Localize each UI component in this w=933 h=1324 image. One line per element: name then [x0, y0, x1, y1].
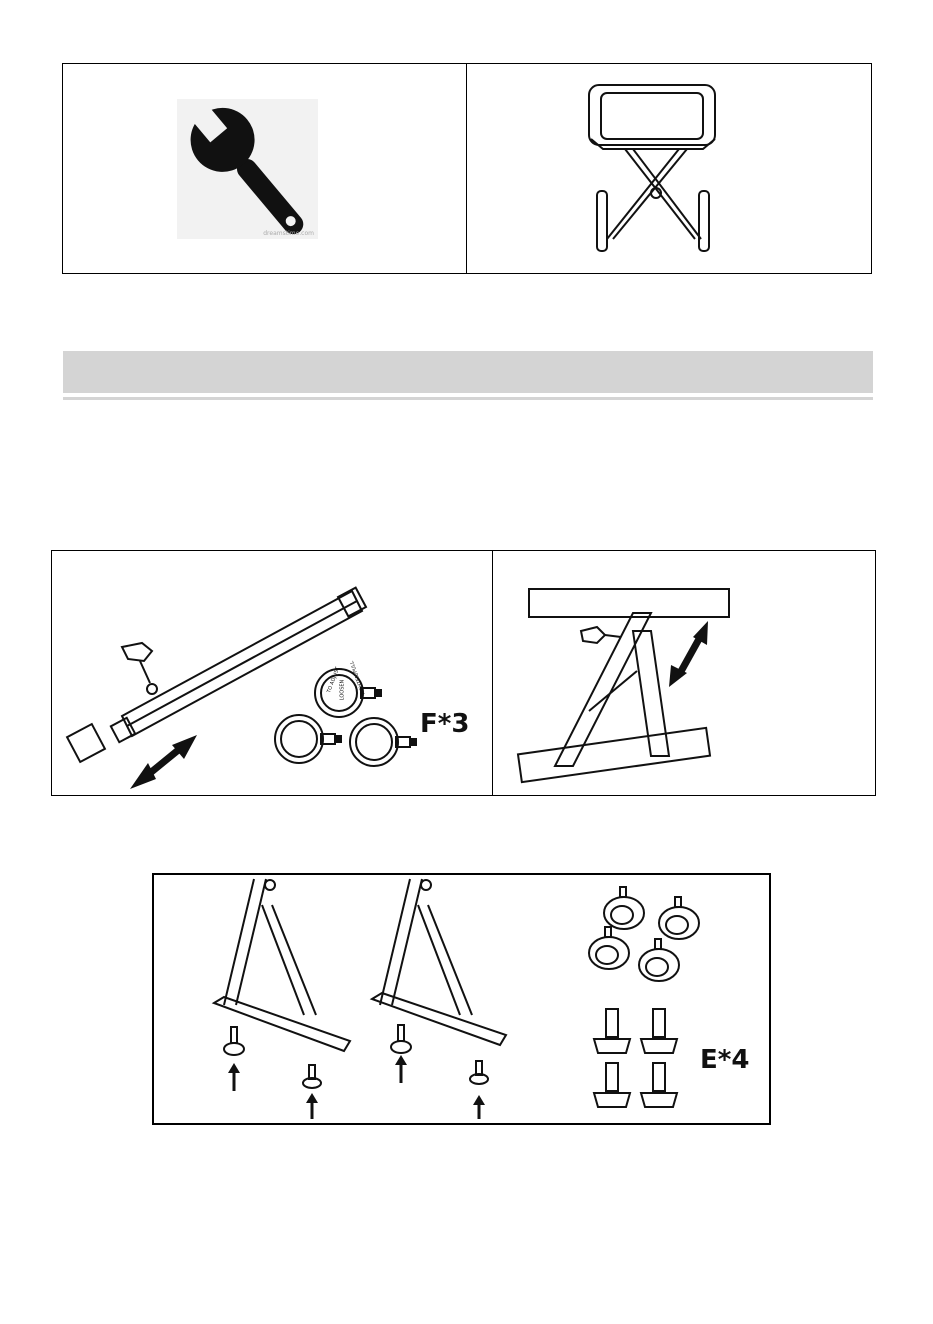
knob-text-line1: TO ADJUST — [326, 666, 342, 694]
knob-text-line2: LOOSEN — [339, 679, 346, 701]
frame-feet-illustration — [154, 875, 769, 1123]
knob-text-line3: TIGHTEN/PULL — [349, 660, 368, 696]
wrench-icon — [177, 99, 318, 239]
leg-frame-illustration — [493, 551, 873, 794]
knob-a — [315, 669, 381, 717]
foot-a — [224, 1027, 244, 1055]
feet-panel — [152, 873, 771, 1125]
adjustable-bar-illustration — [52, 551, 492, 794]
tools-panel — [62, 63, 468, 274]
adjust-bar-panel — [51, 550, 494, 796]
foot-d — [470, 1061, 488, 1084]
knob-b — [275, 715, 341, 763]
knob-c — [350, 718, 416, 766]
section-header-rule — [63, 397, 873, 400]
foot-c — [391, 1025, 411, 1053]
piano-bench-illustration — [577, 79, 737, 264]
product-panel — [466, 63, 872, 274]
adjust-quantity-label: F*3 — [420, 709, 470, 739]
feet-quantity-label: E*4 — [700, 1045, 750, 1075]
wrench-icon-frame — [177, 99, 318, 239]
foot-b — [303, 1065, 321, 1088]
section-header-bar — [63, 351, 873, 393]
leg-frame-panel — [492, 550, 876, 796]
wrench-watermark: dreamstime.com — [263, 230, 314, 237]
